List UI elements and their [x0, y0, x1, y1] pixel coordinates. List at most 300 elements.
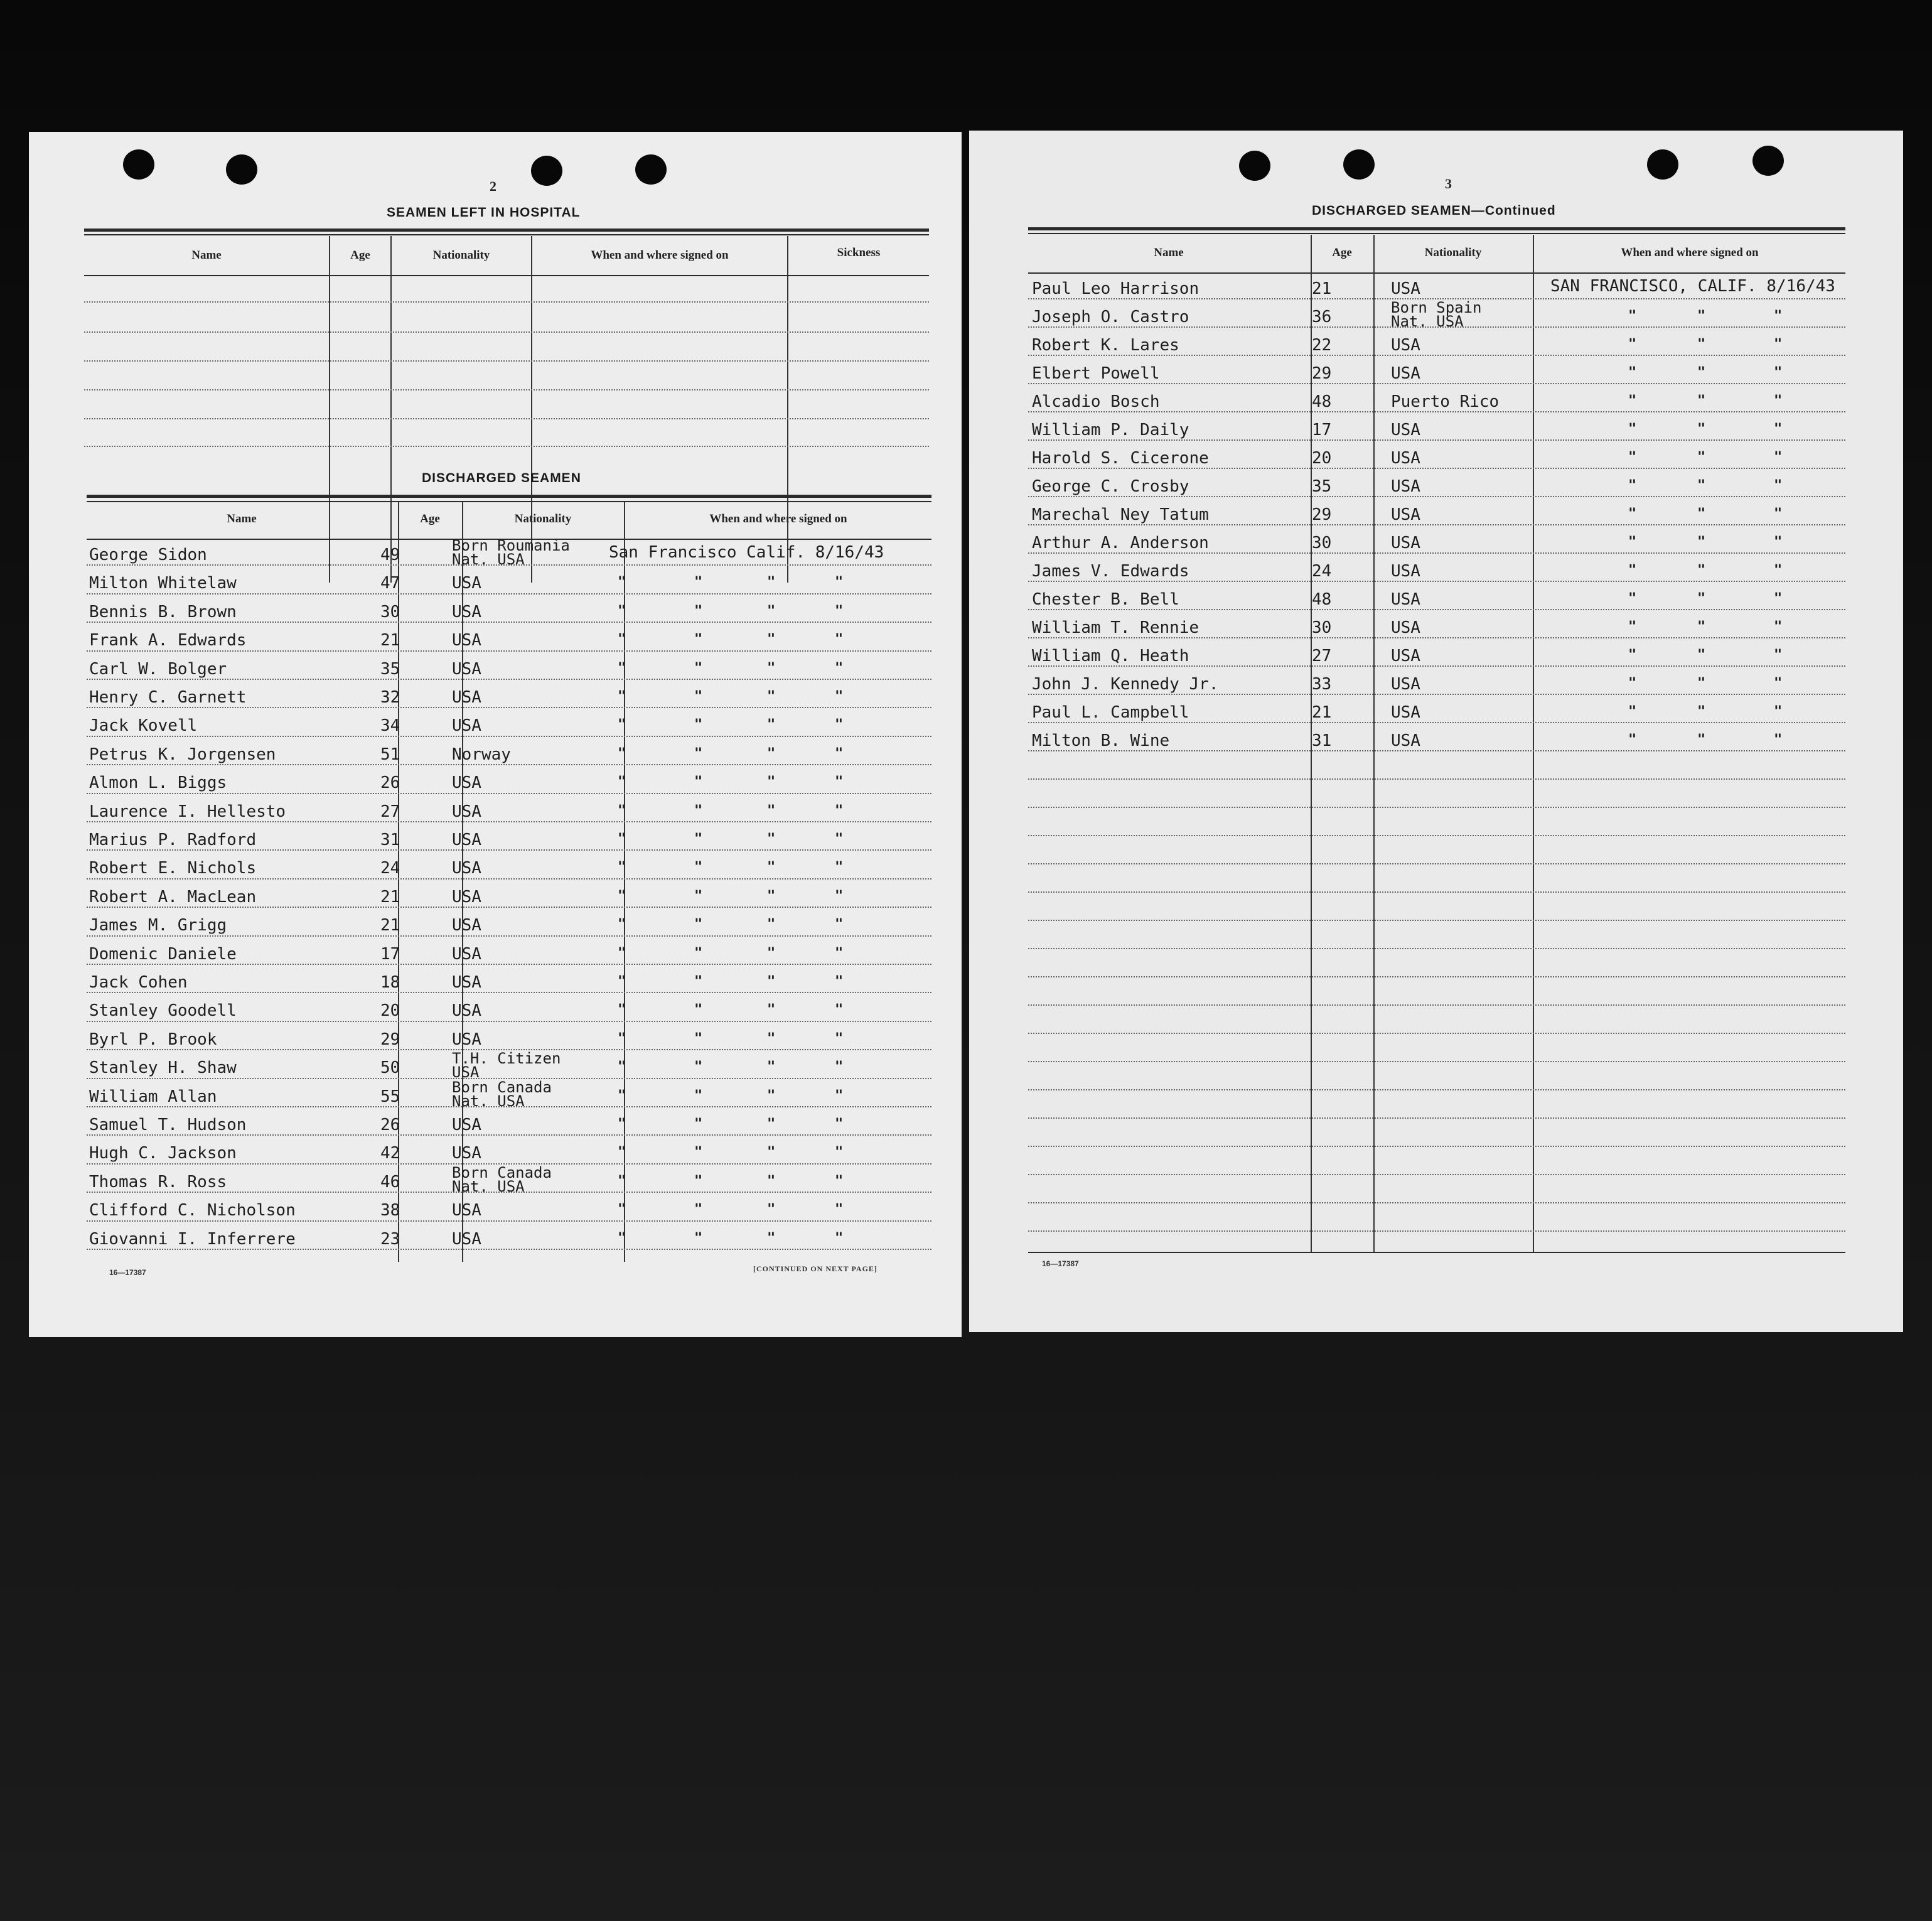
seaman-name: Robert E. Nichols	[89, 859, 257, 878]
ditto-mark: "	[835, 603, 844, 619]
seaman-age: 30	[1312, 618, 1332, 637]
ditto-mark: "	[618, 1144, 626, 1161]
blank-entry-line	[1028, 1174, 1845, 1175]
column-divider	[1533, 235, 1534, 1253]
ditto-mark: "	[694, 632, 703, 648]
row-rule	[1028, 552, 1845, 554]
blank-entry-line	[1028, 891, 1845, 893]
row-rule	[87, 964, 931, 965]
blank-entry-line	[1028, 807, 1845, 808]
ditto-mark: "	[767, 1144, 776, 1161]
seaman-age: 49	[380, 546, 400, 564]
seaman-name: Arthur A. Anderson	[1032, 534, 1209, 552]
ditto-mark: "	[767, 1173, 776, 1189]
seaman-nationality: USA	[452, 602, 481, 622]
row-rule	[87, 907, 931, 908]
ditto-mark: "	[767, 831, 776, 847]
right-page	[969, 131, 1903, 1332]
ditto-mark: "	[1628, 365, 1637, 380]
row-rule	[1028, 496, 1845, 497]
seaman-nationality: USA	[1391, 618, 1420, 637]
seaman-age: 29	[380, 1030, 400, 1049]
seaman-name: William Allan	[89, 1087, 217, 1106]
rule	[1028, 233, 1845, 234]
seaman-nationality: USA	[452, 1229, 481, 1249]
seaman-age: 17	[380, 944, 400, 964]
seaman-nationality: Born Canada Nat. USA	[452, 1078, 552, 1110]
ditto-mark: "	[694, 859, 703, 876]
ditto-mark: "	[1628, 647, 1637, 663]
ditto-mark: "	[694, 574, 703, 591]
ditto-mark: "	[618, 831, 626, 847]
ditto-mark: "	[767, 1030, 776, 1047]
column-divider	[531, 236, 532, 583]
seaman-nationality: USA	[452, 574, 481, 593]
discharged-title: DISCHARGED SEAMEN	[422, 471, 581, 485]
seaman-name: Samuel T. Hudson	[89, 1116, 247, 1134]
seaman-name: Petrus K. Jorgensen	[89, 745, 276, 764]
ditto-mark: "	[618, 1059, 626, 1075]
ditto-mark: "	[835, 660, 844, 676]
row-rule	[1028, 468, 1845, 469]
seaman-age: 27	[1312, 647, 1332, 665]
ditto-mark: "	[1774, 449, 1783, 465]
ditto-mark: "	[767, 689, 776, 704]
ditto-mark: "	[1628, 562, 1637, 578]
ditto-mark: "	[767, 1002, 776, 1018]
ditto-mark: "	[835, 632, 844, 648]
seaman-age: 48	[1312, 392, 1332, 411]
ditto-mark: "	[835, 574, 844, 591]
seaman-nationality: USA	[452, 631, 481, 650]
seaman-nationality: T.H. Citizen USA	[452, 1050, 561, 1082]
punch-hole	[1647, 149, 1678, 180]
ditto-mark: "	[618, 574, 626, 591]
ditto-mark: "	[1697, 365, 1706, 380]
seaman-name: William P. Daily	[1032, 421, 1189, 439]
ditto-mark: "	[835, 1030, 844, 1047]
ditto-mark: "	[1774, 534, 1783, 550]
ditto-mark: "	[1628, 336, 1637, 352]
row-rule	[87, 593, 931, 595]
seaman-name: Hugh C. Jackson	[89, 1144, 237, 1163]
ditto-mark: "	[1628, 506, 1637, 522]
punch-hole	[635, 154, 667, 185]
seaman-nationality: Born Roumania Nat. USA	[452, 537, 570, 568]
seaman-nationality: USA	[1391, 505, 1420, 524]
seaman-nationality: USA	[1391, 731, 1420, 750]
seaman-name: John J. Kennedy Jr.	[1032, 675, 1219, 694]
seaman-name: Laurence I. Hellesto	[89, 802, 286, 821]
ditto-mark: "	[1628, 393, 1637, 409]
ditto-mark: "	[1697, 647, 1706, 663]
seaman-name: Domenic Daniele	[89, 944, 237, 964]
seaman-name: Elbert Powell	[1032, 364, 1160, 383]
seaman-age: 17	[1312, 421, 1332, 439]
ditto-mark: "	[1628, 308, 1637, 324]
ditto-mark: "	[618, 859, 626, 876]
seaman-age: 38	[380, 1201, 400, 1220]
seaman-nationality: USA	[1391, 279, 1420, 298]
seaman-nationality: USA	[452, 1144, 481, 1163]
seaman-age: 26	[380, 773, 400, 793]
ditto-mark: "	[618, 1173, 626, 1189]
seaman-age: 21	[380, 631, 400, 650]
ditto-mark: "	[1774, 478, 1783, 493]
ditto-mark: "	[767, 632, 776, 648]
ditto-mark: "	[694, 717, 703, 733]
header-age: Age	[1332, 246, 1352, 259]
blank-entry-line	[84, 389, 929, 390]
seaman-age: 21	[380, 887, 400, 907]
blank-entry-line	[1028, 1146, 1845, 1147]
seaman-nationality: USA	[1391, 647, 1420, 665]
hospital-header-age: Age	[350, 249, 370, 262]
ditto-mark: "	[618, 1230, 626, 1246]
ditto-mark: "	[835, 888, 844, 904]
seaman-name: Harold S. Cicerone	[1032, 449, 1209, 468]
rule	[1028, 227, 1845, 230]
ditto-mark: "	[618, 745, 626, 761]
ditto-mark: "	[694, 660, 703, 676]
ditto-mark: "	[1774, 365, 1783, 380]
ditto-mark: "	[618, 717, 626, 733]
seaman-age: 30	[1312, 534, 1332, 552]
seaman-name: Robert A. MacLean	[89, 887, 257, 907]
blank-entry-line	[1028, 778, 1845, 780]
ditto-mark: "	[694, 974, 703, 989]
ditto-mark: "	[694, 1144, 703, 1161]
seaman-age: 21	[380, 916, 400, 935]
ditto-mark: "	[767, 859, 776, 876]
ditto-mark: "	[694, 1116, 703, 1132]
seaman-name: George C. Crosby	[1032, 477, 1189, 496]
seaman-age: 26	[380, 1116, 400, 1134]
rule	[1028, 272, 1845, 274]
ditto-mark: "	[767, 945, 776, 961]
seaman-nationality: Norway	[452, 745, 511, 764]
ditto-mark: "	[618, 1002, 626, 1018]
ditto-mark: "	[1628, 704, 1637, 719]
ditto-mark: "	[694, 945, 703, 961]
ditto-mark: "	[767, 774, 776, 790]
ditto-mark: "	[767, 745, 776, 761]
ditto-mark: "	[835, 1230, 844, 1246]
seaman-nationality: USA	[1391, 675, 1420, 694]
ditto-mark: "	[1697, 704, 1706, 719]
seaman-age: 32	[380, 688, 400, 707]
ditto-mark: "	[1697, 619, 1706, 635]
ditto-mark: "	[767, 917, 776, 933]
discharged-continued-title: DISCHARGED SEAMEN—Continued	[1312, 203, 1556, 218]
seaman-age: 33	[1312, 675, 1332, 694]
seaman-name: Frank A. Edwards	[89, 631, 247, 650]
blank-entry-line	[1028, 863, 1845, 864]
seaman-nationality: USA	[452, 1030, 481, 1049]
seaman-nationality: USA	[452, 716, 481, 736]
rule	[84, 229, 929, 232]
row-rule	[1028, 411, 1845, 412]
seaman-nationality: USA	[1391, 562, 1420, 581]
column-divider	[1373, 235, 1375, 1253]
punch-hole	[1752, 146, 1784, 176]
blank-entry-line	[1028, 1117, 1845, 1119]
ditto-mark: "	[1774, 336, 1783, 352]
form-number: 16—17387	[109, 1268, 146, 1277]
ditto-mark: "	[694, 1173, 703, 1189]
seaman-name: Alcadio Bosch	[1032, 392, 1160, 411]
ditto-mark: "	[835, 1202, 844, 1218]
seaman-nationality: USA	[1391, 336, 1420, 355]
ditto-mark: "	[1628, 675, 1637, 691]
blank-entry-line	[1028, 1004, 1845, 1006]
discharged-header-signed-on: When and where signed on	[709, 512, 847, 525]
seaman-name: Marius P. Radford	[89, 831, 257, 849]
row-rule	[87, 935, 931, 937]
ditto-mark: "	[835, 1002, 844, 1018]
seaman-nationality: USA	[452, 659, 481, 679]
ditto-mark: "	[767, 574, 776, 591]
ditto-mark: "	[1697, 336, 1706, 352]
discharged-header-age: Age	[420, 512, 440, 525]
seaman-age: 31	[1312, 731, 1332, 750]
row-rule	[87, 793, 931, 794]
seaman-age: 20	[380, 1001, 400, 1021]
ditto-mark: "	[1628, 591, 1637, 606]
seaman-nationality: USA	[452, 859, 481, 878]
ditto-mark: "	[1774, 704, 1783, 719]
seaman-age: 46	[380, 1172, 400, 1192]
row-rule	[87, 764, 931, 765]
ditto-mark: "	[835, 974, 844, 989]
ditto-mark: "	[694, 1087, 703, 1104]
blank-entry-line	[84, 331, 929, 333]
seaman-age: 22	[1312, 336, 1332, 355]
seaman-age: 29	[1312, 505, 1332, 524]
ditto-mark: "	[767, 802, 776, 819]
ditto-mark: "	[694, 888, 703, 904]
seaman-age: 23	[380, 1229, 400, 1249]
seaman-name: Carl W. Bolger	[89, 659, 227, 679]
row-rule	[87, 849, 931, 851]
ditto-mark: "	[1774, 619, 1783, 635]
row-rule	[87, 679, 931, 680]
ditto-mark: "	[618, 917, 626, 933]
row-rule	[87, 707, 931, 708]
row-rule	[1028, 524, 1845, 525]
ditto-mark: "	[835, 802, 844, 819]
ditto-mark: "	[1774, 647, 1783, 663]
ditto-mark: "	[1628, 732, 1637, 748]
ditto-mark: "	[1697, 675, 1706, 691]
hospital-title: SEAMEN LEFT IN HOSPITAL	[387, 205, 581, 220]
ditto-mark: "	[1697, 478, 1706, 493]
row-rule	[1028, 637, 1845, 638]
seaman-nationality: USA	[1391, 703, 1420, 722]
hospital-header-name: Name	[191, 249, 222, 262]
blank-entry-line	[1028, 1202, 1845, 1203]
seaman-age: 18	[380, 973, 400, 992]
ditto-mark: "	[618, 974, 626, 989]
seaman-name: Jack Cohen	[89, 973, 188, 992]
ditto-mark: "	[1628, 449, 1637, 465]
ditto-mark: "	[835, 859, 844, 876]
ditto-mark: "	[694, 774, 703, 790]
ditto-mark: "	[1628, 421, 1637, 437]
seaman-nationality: USA	[452, 802, 481, 821]
discharged-header-nationality: Nationality	[514, 512, 572, 525]
row-rule	[87, 1249, 931, 1250]
blank-entry-line	[1028, 1061, 1845, 1062]
blank-entry-line	[1028, 835, 1845, 836]
seaman-nationality: USA	[1391, 590, 1420, 609]
row-rule	[1028, 609, 1845, 610]
seaman-name: James M. Grigg	[89, 916, 227, 935]
ditto-mark: "	[694, 831, 703, 847]
punch-hole	[1343, 149, 1375, 180]
seaman-nationality: USA	[1391, 477, 1420, 496]
blank-entry-line	[84, 418, 929, 419]
seaman-nationality: Puerto Rico	[1391, 392, 1500, 411]
ditto-mark: "	[618, 945, 626, 961]
seaman-name: Robert K. Lares	[1032, 336, 1179, 355]
seaman-age: 47	[380, 574, 400, 593]
ditto-mark: "	[835, 945, 844, 961]
seaman-name: Henry C. Garnett	[89, 688, 247, 707]
row-rule	[1028, 439, 1845, 441]
ditto-mark: "	[1628, 619, 1637, 635]
seaman-name: Stanley Goodell	[89, 1001, 237, 1021]
seaman-age: 21	[1312, 279, 1332, 298]
row-rule	[1028, 750, 1845, 751]
seaman-age: 48	[1312, 590, 1332, 609]
ditto-mark: "	[1628, 478, 1637, 493]
ditto-mark: "	[618, 1202, 626, 1218]
blank-entry-line	[1028, 1089, 1845, 1090]
seaman-age: 29	[1312, 364, 1332, 383]
ditto-mark: "	[618, 774, 626, 790]
ditto-mark: "	[618, 689, 626, 704]
seaman-nationality: USA	[452, 887, 481, 907]
seaman-age: 50	[380, 1058, 400, 1078]
ditto-mark: "	[694, 802, 703, 819]
rule	[84, 234, 929, 235]
punch-hole	[226, 154, 257, 185]
signed-on-entry: SAN FRANCISCO, CALIF. 8/16/43	[1550, 277, 1835, 296]
ditto-mark: "	[694, 1059, 703, 1075]
row-rule	[87, 1220, 931, 1222]
ditto-mark: "	[835, 1059, 844, 1075]
ditto-mark: "	[618, 603, 626, 619]
ditto-mark: "	[1774, 421, 1783, 437]
seaman-nationality: USA	[452, 1116, 481, 1134]
row-rule	[1028, 665, 1845, 667]
hospital-header-nationality: Nationality	[432, 249, 490, 262]
seaman-nationality: USA	[452, 688, 481, 707]
ditto-mark: "	[767, 888, 776, 904]
seaman-name: Paul L. Campbell	[1032, 703, 1189, 722]
ditto-mark: "	[694, 745, 703, 761]
row-rule	[87, 622, 931, 623]
ditto-mark: "	[835, 774, 844, 790]
ditto-mark: "	[694, 689, 703, 704]
discharged-header-name: Name	[227, 512, 257, 525]
seaman-nationality: USA	[452, 916, 481, 935]
ditto-mark: "	[1697, 591, 1706, 606]
ditto-mark: "	[1697, 506, 1706, 522]
column-divider	[390, 236, 392, 583]
ditto-mark: "	[618, 1087, 626, 1104]
seaman-name: Chester B. Bell	[1032, 590, 1179, 609]
ditto-mark: "	[767, 1059, 776, 1075]
hospital-header-sickness: Sickness	[837, 246, 881, 259]
blank-entry-line	[84, 446, 929, 447]
blank-entry-line	[84, 360, 929, 362]
punch-hole	[123, 149, 154, 180]
seaman-name: George Sidon	[89, 546, 207, 564]
punch-hole	[531, 156, 562, 186]
seaman-nationality: USA	[452, 831, 481, 849]
column-divider	[329, 236, 330, 583]
ditto-mark: "	[835, 1116, 844, 1132]
ditto-mark: "	[1774, 732, 1783, 748]
ditto-mark: "	[1774, 308, 1783, 324]
page-number: 3	[1445, 176, 1452, 191]
seaman-age: 36	[1312, 308, 1332, 326]
seaman-name: William Q. Heath	[1032, 647, 1189, 665]
row-rule	[87, 992, 931, 993]
seaman-name: Jack Kovell	[89, 716, 198, 736]
seaman-age: 34	[380, 716, 400, 736]
seaman-nationality: USA	[1391, 534, 1420, 552]
blank-entry-line	[1028, 1230, 1845, 1232]
ditto-mark: "	[767, 1202, 776, 1218]
seaman-age: 31	[380, 831, 400, 849]
seaman-name: Joseph O. Castro	[1032, 308, 1189, 326]
seaman-name: Milton B. Wine	[1032, 731, 1170, 750]
ditto-mark: "	[618, 632, 626, 648]
punch-hole	[1239, 151, 1270, 181]
seaman-nationality: USA	[452, 1201, 481, 1220]
seaman-age: 35	[1312, 477, 1332, 496]
blank-entry-line	[1028, 920, 1845, 921]
seaman-nationality: USA	[452, 944, 481, 964]
rule	[84, 275, 929, 276]
ditto-mark: "	[1628, 534, 1637, 550]
column-divider	[787, 236, 788, 583]
seaman-nationality: USA	[452, 973, 481, 992]
ditto-mark: "	[835, 717, 844, 733]
row-rule	[87, 821, 931, 822]
seaman-nationality: USA	[1391, 449, 1420, 468]
seaman-name: Clifford C. Nicholson	[89, 1201, 296, 1220]
ditto-mark: "	[618, 1116, 626, 1132]
ditto-mark: "	[694, 1002, 703, 1018]
ditto-mark: "	[1697, 393, 1706, 409]
ditto-mark: "	[835, 745, 844, 761]
seaman-name: Milton Whitelaw	[89, 574, 237, 593]
seaman-name: Stanley H. Shaw	[89, 1058, 237, 1078]
row-rule	[1028, 694, 1845, 695]
ditto-mark: "	[618, 1030, 626, 1047]
ditto-mark: "	[835, 831, 844, 847]
seaman-age: 24	[380, 859, 400, 878]
ditto-mark: "	[767, 660, 776, 676]
seaman-name: James V. Edwards	[1032, 562, 1189, 581]
seaman-nationality: USA	[452, 773, 481, 793]
ditto-mark: "	[694, 1230, 703, 1246]
seaman-age: 24	[1312, 562, 1332, 581]
